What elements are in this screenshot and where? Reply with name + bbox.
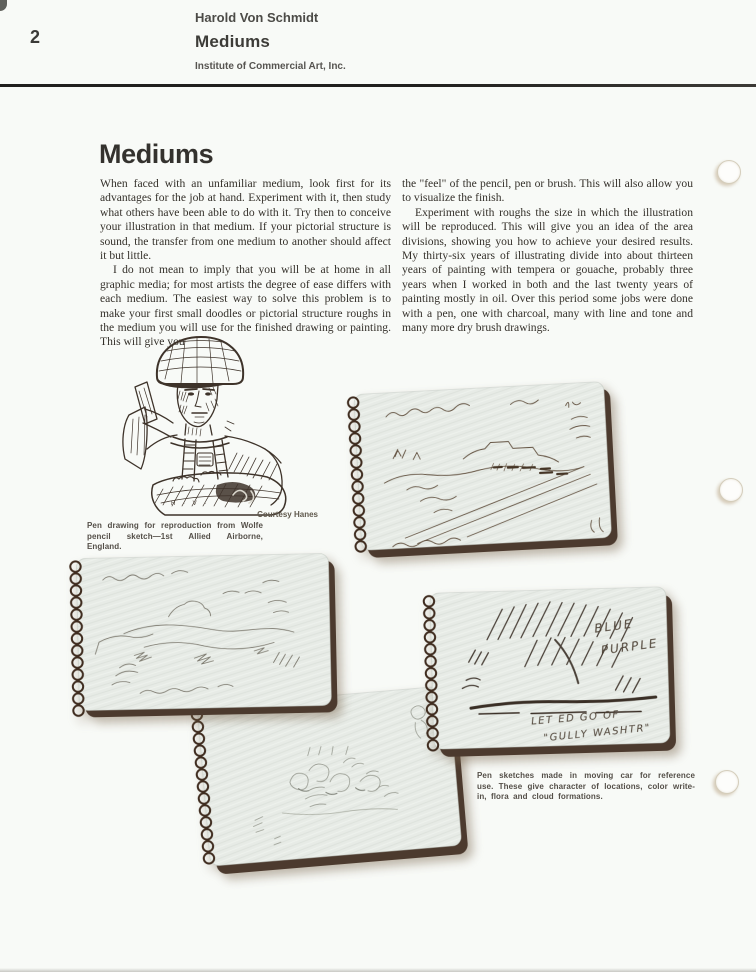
binder-hole-middle [719,478,743,502]
sketchbook-right [416,584,683,761]
artist-signature: H · V · [171,501,210,507]
sketchbook-middle-left [62,551,343,725]
sketchbooks-caption: Pen sketches made in moving car for reference use. These give character of locations, color write-in, flora and cloud formations. [477,771,695,801]
header-divider [0,84,756,87]
soldier-credit: Courtesy Hanes [257,510,318,519]
scan-corner-artifact [0,0,7,11]
soldier-pen-drawing [85,327,325,517]
article-title: Mediums [99,139,214,169]
paragraph: Experiment with roughs the size in which the illustration will be reproduced. This will give you an idea of the area divisions, showing you how to achieve your desired results. My thirty-six years of illustrating divide into about thirteen years of painting with tempera or gouache, probably three years when I worked in both and the last twenty years of painting mostly in oil. Over this period some jobs were done with a pen, one with charcoal, many with line and tone and many more dry brush drawings. [402,205,693,335]
sketchbook-top-right [340,379,625,565]
article-left-column [100,177,391,350]
scan-bottom-edge [0,968,756,972]
paragraph: I do not mean to imply that you will be at home in all graphic media; for most artists the degree of ease differs with each medium. The easiest way to solve this problem is to make your first small doodles or pictorial structure roughs in the medium you will use for the finished drawing or painting. This will give you [100,263,391,349]
binder-hole-top [717,160,741,184]
paragraph: the "feel" of the pencil, pen or brush. This will also allow you to visualize the finish. [402,177,693,205]
header-institute: Institute of Commercial Art, Inc. [195,61,346,72]
handwritten-note-line1: LET ED GO OF [530,709,621,728]
handwritten-note-purple: PURPLE [600,635,660,658]
binder-hole-bottom [715,770,739,794]
soldier-caption: Pen drawing for reproduction from Wolfe pencil sketch—1st Allied Airborne, England. [87,521,263,551]
header-author: Harold Von Schmidt [195,10,319,25]
article-right-column [402,177,693,335]
handwritten-note-line2: "GULLY WASHTR" [543,722,652,745]
paragraph: When faced with an unfamiliar medium, look first for its advantages for the job at hand. Experiment with it, then study what others have been able to do with it. Try then to conceive your illustration in that medium. If your pictorial structure is sound, the transfer from one medium to another should affect it but little. [100,177,391,263]
page-number: 2 [30,27,41,47]
header-course-title: Mediums [195,32,271,51]
handwritten-note-blue: BLUE [593,616,635,636]
